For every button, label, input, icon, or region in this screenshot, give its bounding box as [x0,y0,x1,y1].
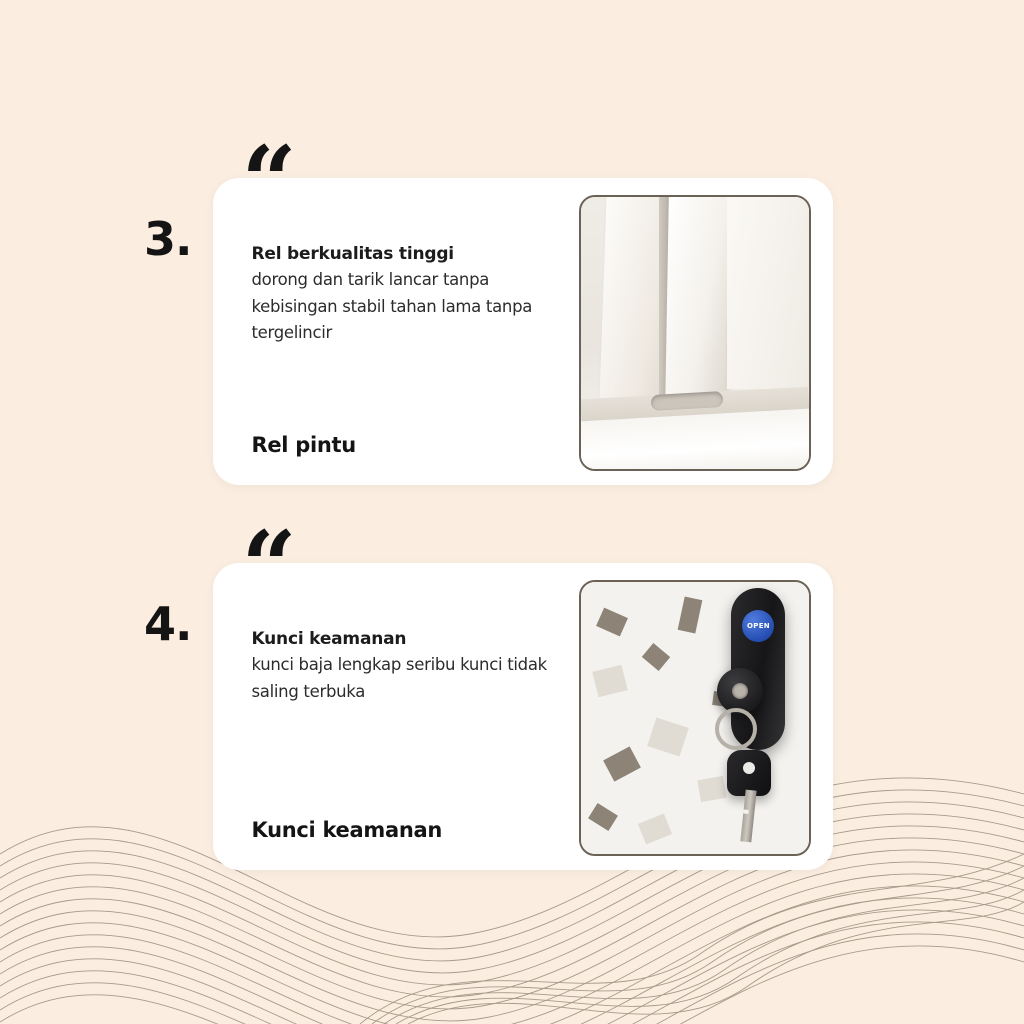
door-panel-right [727,195,811,389]
feature-card-4 [144,510,833,870]
door-panel-middle [666,195,730,413]
feature-title-4: Kunci keamanan [251,629,407,649]
feature-description-4: kunci baja lengkap seribu kunci tidak saling terbuka [251,655,547,701]
open-badge: OPEN [742,610,774,642]
card-number-3: 3. [144,212,192,266]
security-lock-photo [579,580,811,856]
quote-mark-icon: “ [241,125,293,238]
key-head-hole [743,762,755,774]
feature-label-4: Kunci keamanan [251,818,442,842]
feature-description-3: dorong dan tarik lancar tanpa kebisingan stabil tahan lama tanpa tergelincir [251,270,533,343]
card-surface-4 [213,510,833,870]
lock-scene [581,582,809,854]
feature-title-3: Rel berkualitas tinggi [251,244,454,264]
feature-label-3: Rel pintu [251,433,356,457]
quote-mark-icon: “ [241,510,293,623]
keyhole-icon [732,683,748,699]
feature-card-3 [144,125,833,485]
card-surface-3 [213,125,833,485]
rail-scene [581,197,809,469]
card-number-4: 4. [144,597,192,651]
sliding-door-rail-photo [579,195,811,471]
